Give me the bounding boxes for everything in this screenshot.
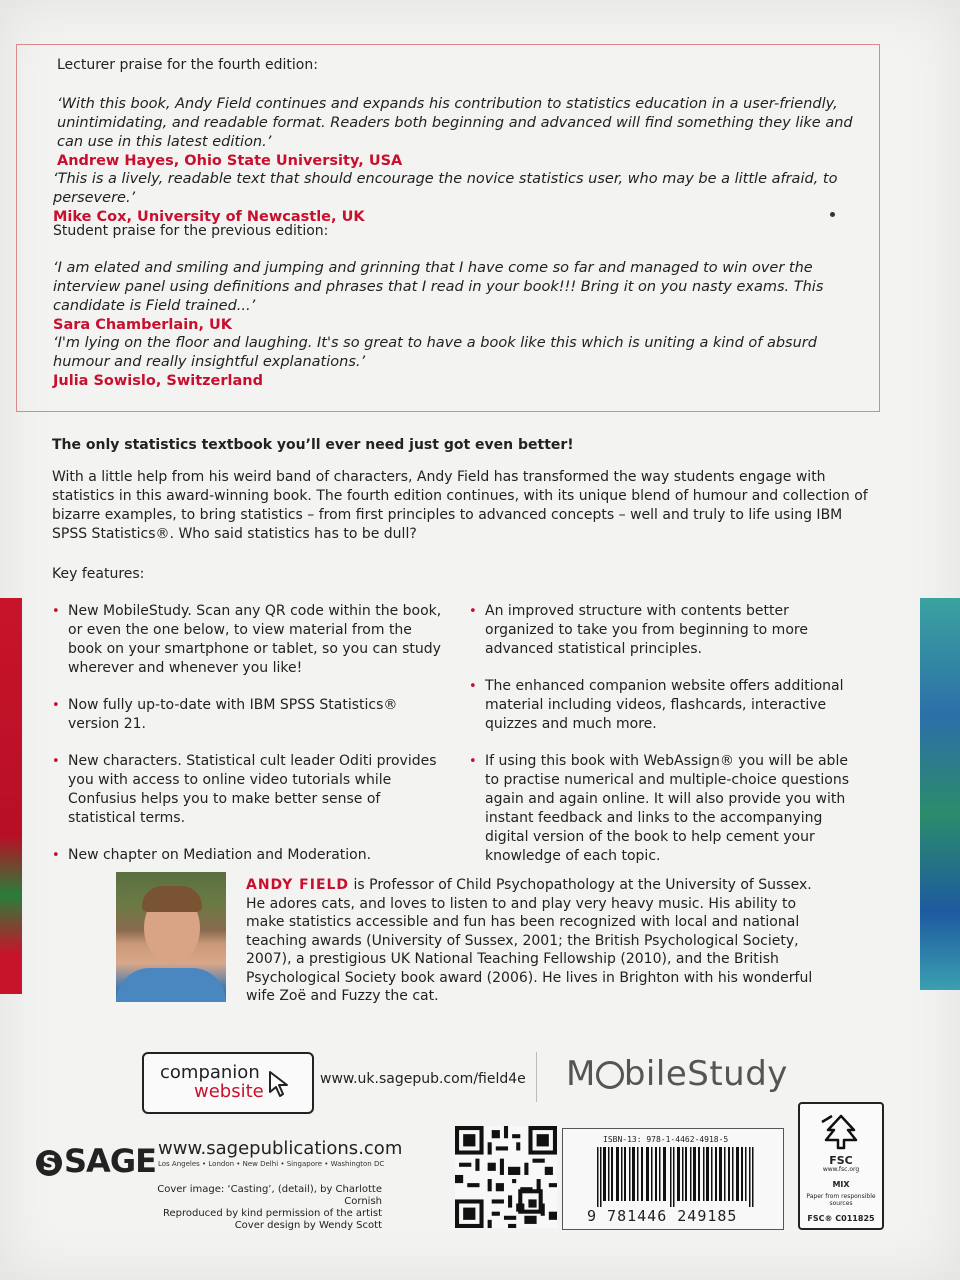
praise-quote: ‘I'm lying on the floor and laughing. It's so great to have a book like this which is uniting a kind of absurd humour and really insightful explanations.’ xyxy=(53,335,817,370)
key-features-heading: Key features: xyxy=(52,566,145,582)
mobile-o-icon xyxy=(596,1061,624,1089)
companion-website-badge xyxy=(142,1052,314,1114)
praise-quote: ‘This is a lively, readable text that should encourage the novice statistics user, who may be a little afraid, to persevere.’ xyxy=(53,171,838,206)
cover-credits: Cover image: ‘Casting’, (detail), by Charlotte Cornish Reproduced by kind permission of the artist Cover design by Wendy Scott xyxy=(157,1184,382,1231)
barcode-bars xyxy=(597,1147,757,1207)
praise-attribution: Andrew Hayes, Ohio State University, USA xyxy=(57,153,403,169)
isbn-digits: 9 781446 249185 xyxy=(587,1207,738,1225)
feature-item: • New chapter on Mediation and Moderation. xyxy=(52,846,444,865)
praise-attribution: Mike Cox, University of Newcastle, UK xyxy=(53,209,365,225)
sage-url: www.sagepublications.com xyxy=(158,1138,403,1159)
author-photo xyxy=(116,872,226,1002)
companion-url: www.uk.sagepub.com/field4e xyxy=(320,1071,526,1087)
sage-logo: S SAGE xyxy=(36,1142,156,1180)
sage-cities: Los Angeles • London • New Delhi • Singapore • Washington DC xyxy=(158,1160,385,1168)
feature-item: • The enhanced companion website offers additional material including videos, flashcards, interactive quizzes and much more. xyxy=(469,677,861,734)
isbn-barcode xyxy=(562,1128,784,1230)
praise-quote: ‘I am elated and smiling and jumping and grinning that I have come so far and managed to win over the interview panel using definitions and phrases that I read in your book!!! Bring it on you nasty exams. This candidate is Field trained...’ xyxy=(53,260,824,314)
isbn-label: ISBN-13: 978-1-4462-4918-5 xyxy=(603,1135,729,1144)
praise-quote: ‘With this book, Andy Field continues and expands his contribution to statistics education in a user-friendly, unintimidating, and readable format. Readers both beginning and advanced will find something they like and can use in this latest edition.’ xyxy=(57,96,853,150)
feature-item: • New characters. Statistical cult leader Oditi provides you with access to online video tutorials while Confusius helps you to make better sense of statistical terms. xyxy=(52,752,444,828)
description: With a little help from his weird band of characters, Andy Field has transformed the way students engage with statistics in this award-winning book. The fourth edition continues, with its unique blend of humour and collection of bizarre examples, to bring statistics – from first principles to advanced concepts – well and truly to life using IBM SPSS Statistics®. Who said statistics has to be dull? xyxy=(52,469,868,542)
praise-attribution: Julia Sowislo, Switzerland xyxy=(53,373,264,389)
divider xyxy=(536,1052,537,1102)
praise-attribution: Sara Chamberlain, UK xyxy=(53,317,233,333)
headline: The only statistics textbook you’ll ever need just got even better! xyxy=(52,437,574,453)
feature-item: • If using this book with WebAssign® you will be able to practise numerical and multiple-choice questions again and again online. It will also provide you with instant feedback and links to the accompanying digital version of the book to help cement your knowledge of each topic. xyxy=(469,752,861,866)
fsc-badge: FSC www.fsc.org MIX Paper from responsible sources FSC® C011825 xyxy=(798,1102,884,1230)
fsc-tree-icon xyxy=(818,1112,864,1152)
speck xyxy=(830,212,835,217)
feature-item: • An improved structure with contents better organized to take you from beginning to more advanced statistical principles. xyxy=(469,602,861,659)
companion-label: companion xyxy=(160,1062,260,1083)
author-bio xyxy=(246,876,816,1006)
cursor-icon xyxy=(268,1070,292,1098)
praise-box xyxy=(16,44,880,412)
features-left-column xyxy=(52,602,444,865)
author-bio-text: is Professor of Child Psychopathology at the University of Sussex. He adores cats, and loves to listen to and play very heavy music. His ability to make statistics accessible and fun has been recognized with local and national teaching awards (University of Sussex, 2001; the British Psychological Society, 2007), a prestigious UK National Teaching Fellowship (2010), and the British Psychological Society book award (2006). He lives in Brighton with his wonderful wife Zoë and Fuzzy the cat. xyxy=(246,877,813,1004)
features-right-column xyxy=(469,602,861,866)
website-label: website xyxy=(194,1081,264,1102)
lecturer-praise-heading: Lecturer praise for the fourth edition: xyxy=(57,57,318,73)
author-name: ANDY FIELD xyxy=(246,877,350,893)
cover-art-strip-right xyxy=(920,598,960,990)
qr-code xyxy=(455,1126,557,1228)
feature-item: • Now fully up-to-date with IBM SPSS Statistics® version 21. xyxy=(52,696,444,734)
student-praise-heading: Student praise for the previous edition: xyxy=(53,223,329,239)
mobilestudy-logo: M bileStudy xyxy=(566,1054,788,1094)
cover-art-strip-left xyxy=(0,598,22,994)
feature-item: • New MobileStudy. Scan any QR code within the book, or even the one below, to view material from the book on your smartphone or tablet, so you can study wherever and whenever you like! xyxy=(52,602,444,678)
